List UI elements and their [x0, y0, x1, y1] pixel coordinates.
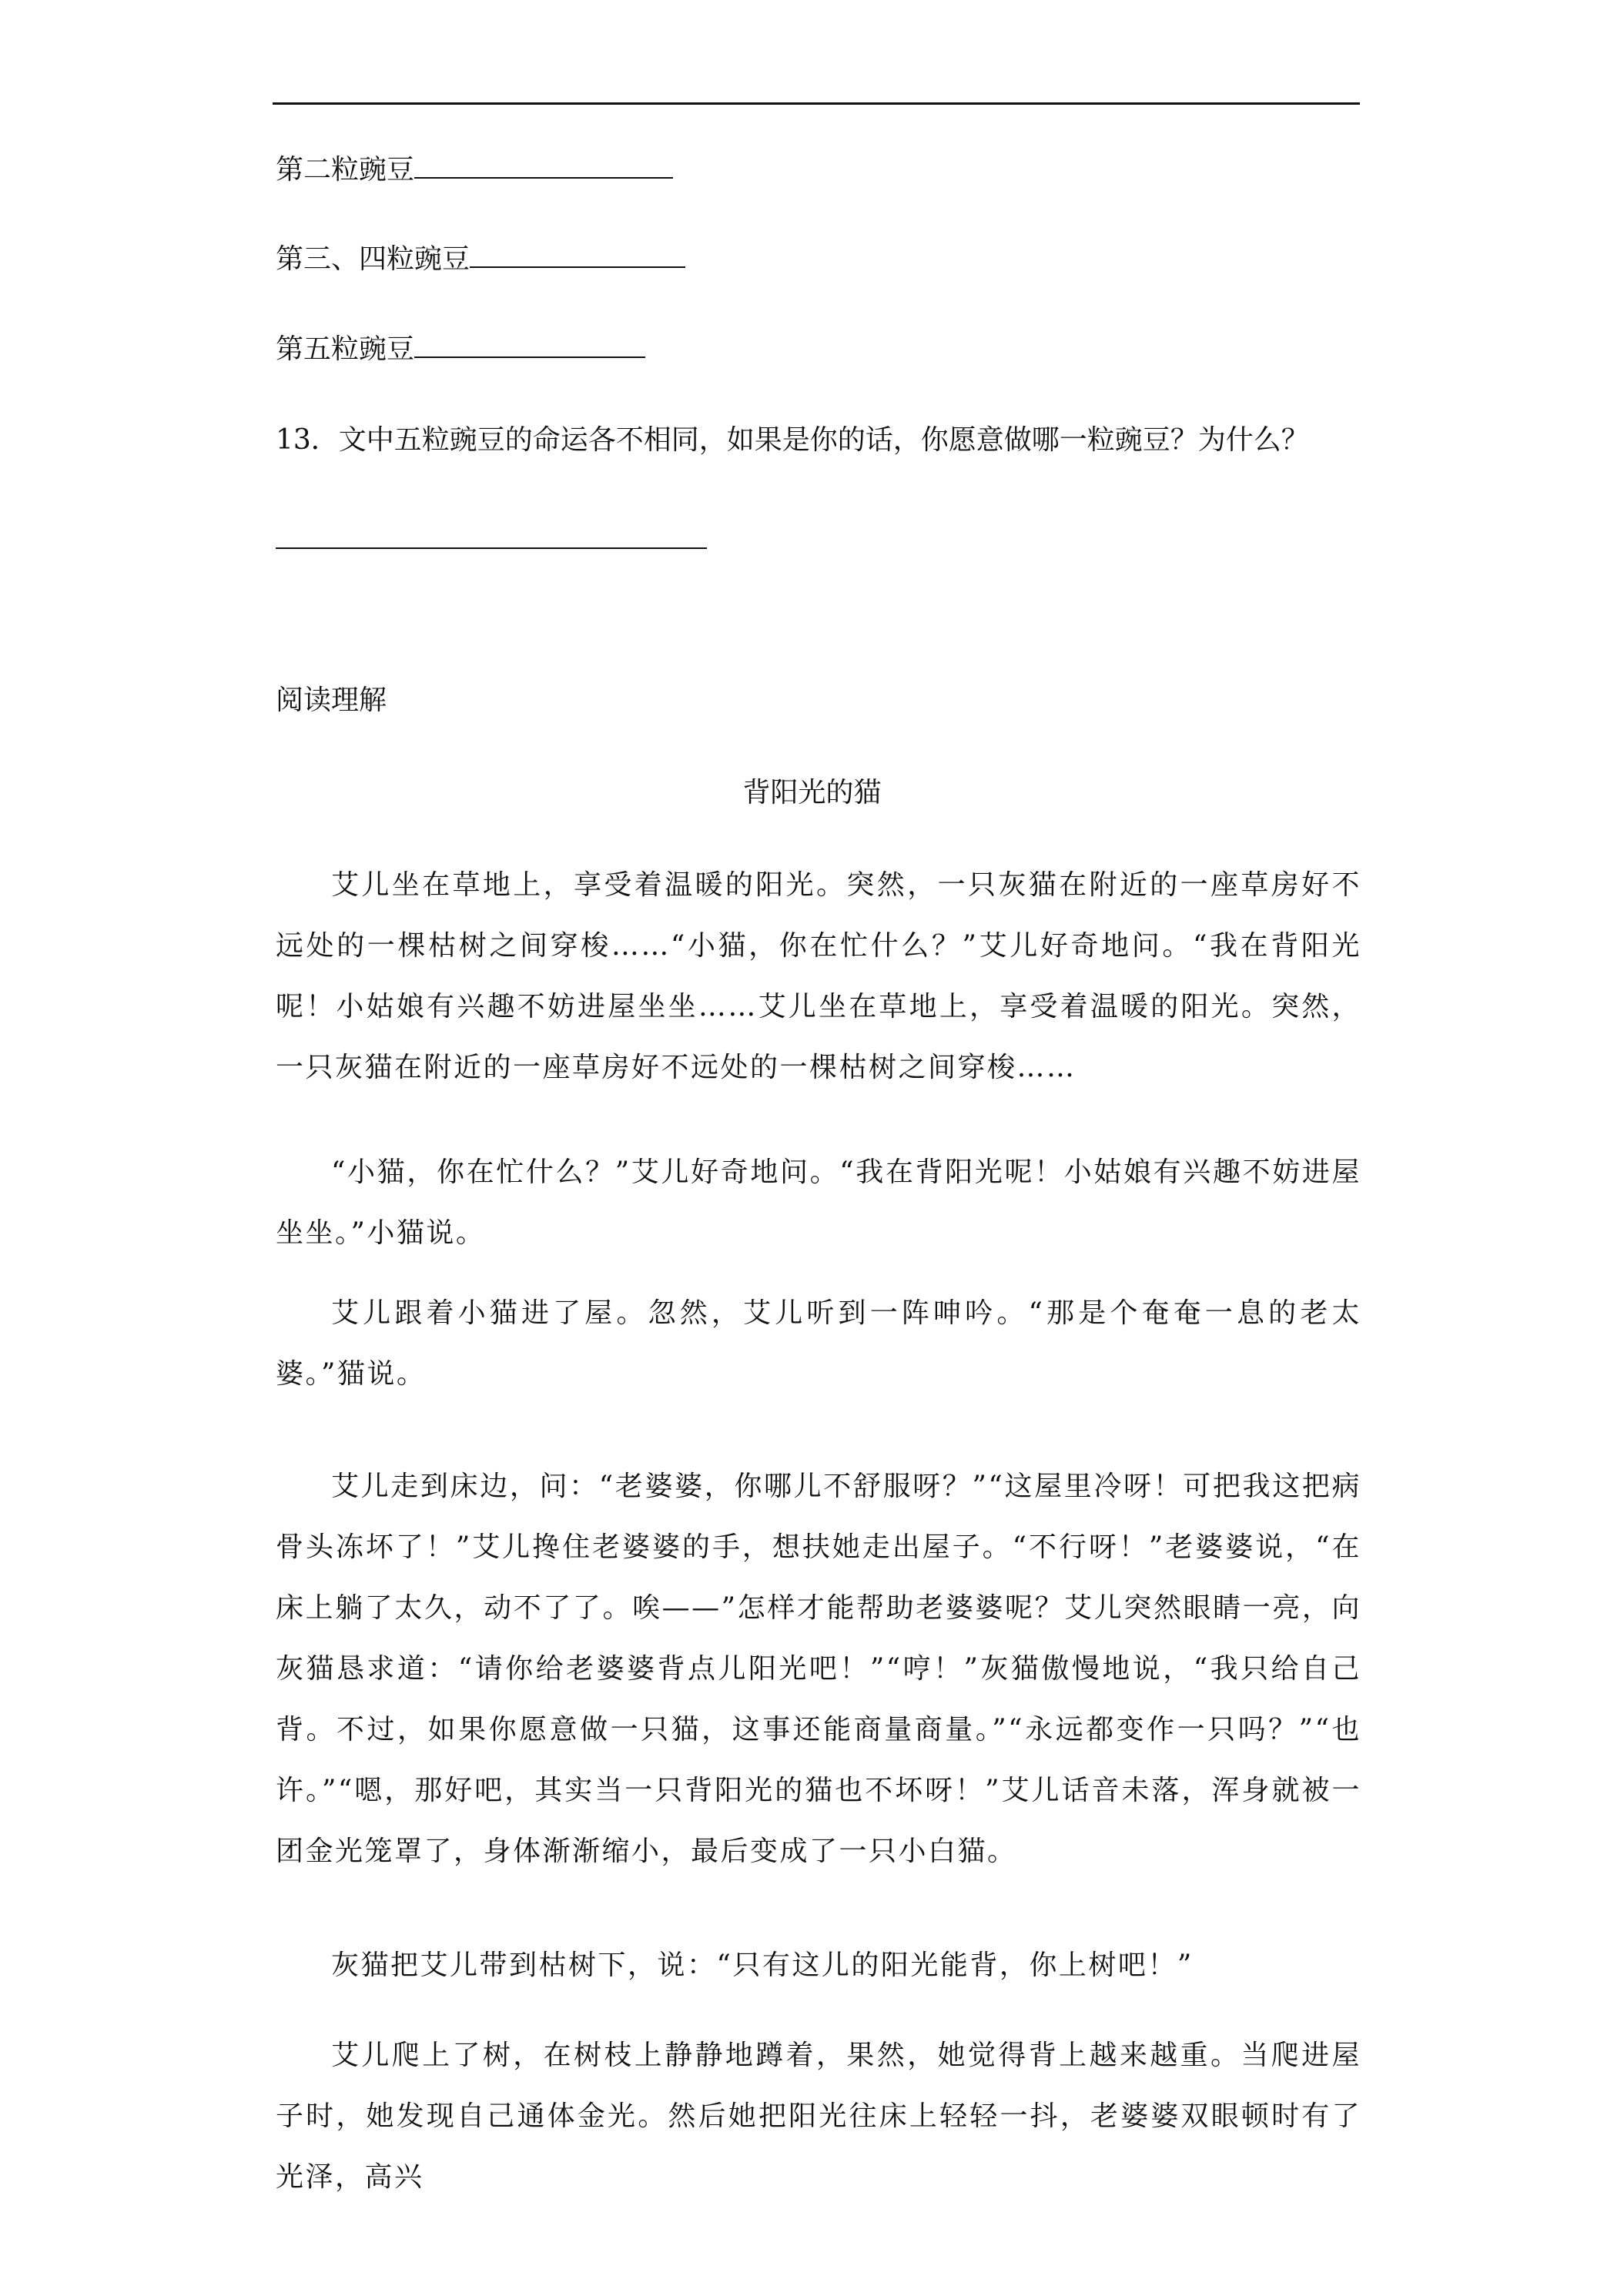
- section-heading: 阅读理解: [276, 684, 387, 716]
- story-paragraph-4: 艾儿走到床边，问：“老婆婆，你哪儿不舒服呀？”“这屋里冷呀！可把我这把病骨头冻坏了！”艾儿搀住老婆婆的手，想扶她走出屋子。“不行呀！”老婆婆说，“在床上躺了太久，动不了了。唉——”怎样才能帮助老婆婆呢？艾儿突然眼睛一亮，向灰猫恳求道：“请你给老婆婆背点儿阳光吧！”“哼！”灰猫傲慢地说，“我只给自己背。不过，如果你愿意做一只猫，这事还能商量商量。”“永远都变作一只吗？”“也许。”“嗯，那好吧，其实当一只背阳光的猫也不坏呀！”艾儿话音未落，浑身就被一团金光笼罩了，身体渐渐缩小，最后变成了一只小白猫。: [276, 1471, 1361, 1867]
- question-pea-3-4: [276, 240, 685, 276]
- question-pea-3-4-label: 第三、四粒豌豆: [276, 243, 470, 275]
- answer-blank-pea-2[interactable]: [414, 151, 673, 179]
- answer-blank-pea-3-4[interactable]: [470, 240, 685, 268]
- question-pea-2: [276, 151, 673, 187]
- story-title: 背阳光的猫: [742, 777, 882, 808]
- question-pea-2-label: 第二粒豌豆: [276, 154, 415, 186]
- story-paragraph-3: 艾儿跟着小猫进了屋。忽然，艾儿听到一阵呻吟。“那是个奄奄一息的老太婆。”猫说。: [276, 1297, 1361, 1390]
- story-paragraph-5: 灰猫把艾儿带到枯树下，说：“只有这儿的阳光能背，你上树吧！”: [331, 1950, 1194, 1981]
- question-pea-5-label: 第五粒豌豆: [276, 333, 415, 365]
- story-paragraph-6: 艾儿爬上了树，在树枝上静静地蹲着，果然，她觉得背上越来越重。当爬进屋子时，她发现自己通体金光。然后她把阳光往床上轻轻一抖，老婆婆双眼顿时有了光泽，高兴: [276, 2040, 1361, 2193]
- answer-blank-pea-5[interactable]: [414, 330, 645, 358]
- question-13: 13．文中五粒豌豆的命运各不相同，如果是你的话，你愿意做哪一粒豌豆？为什么？: [276, 424, 1309, 456]
- story-paragraph-2: “小猫，你在忙什么？”艾儿好奇地问。“我在背阳光呢！小姑娘有兴趣不妨进屋坐坐。”小猫说。: [276, 1156, 1361, 1249]
- question-pea-5: [276, 330, 645, 366]
- answer-line-q13[interactable]: [276, 547, 707, 549]
- story-paragraph-1: 艾儿坐在草地上，享受着温暖的阳光。突然，一只灰猫在附近的一座草房好不远处的一棵枯树之间穿梭……“小猫，你在忙什么？”艾儿好奇地问。“我在背阳光呢！小姑娘有兴趣不妨进屋坐坐……艾儿坐在草地上，享受着温暖的阳光。突然，一只灰猫在附近的一座草房好不远处的一棵枯树之间穿梭……: [276, 869, 1361, 1083]
- header-rule: [273, 102, 1360, 105]
